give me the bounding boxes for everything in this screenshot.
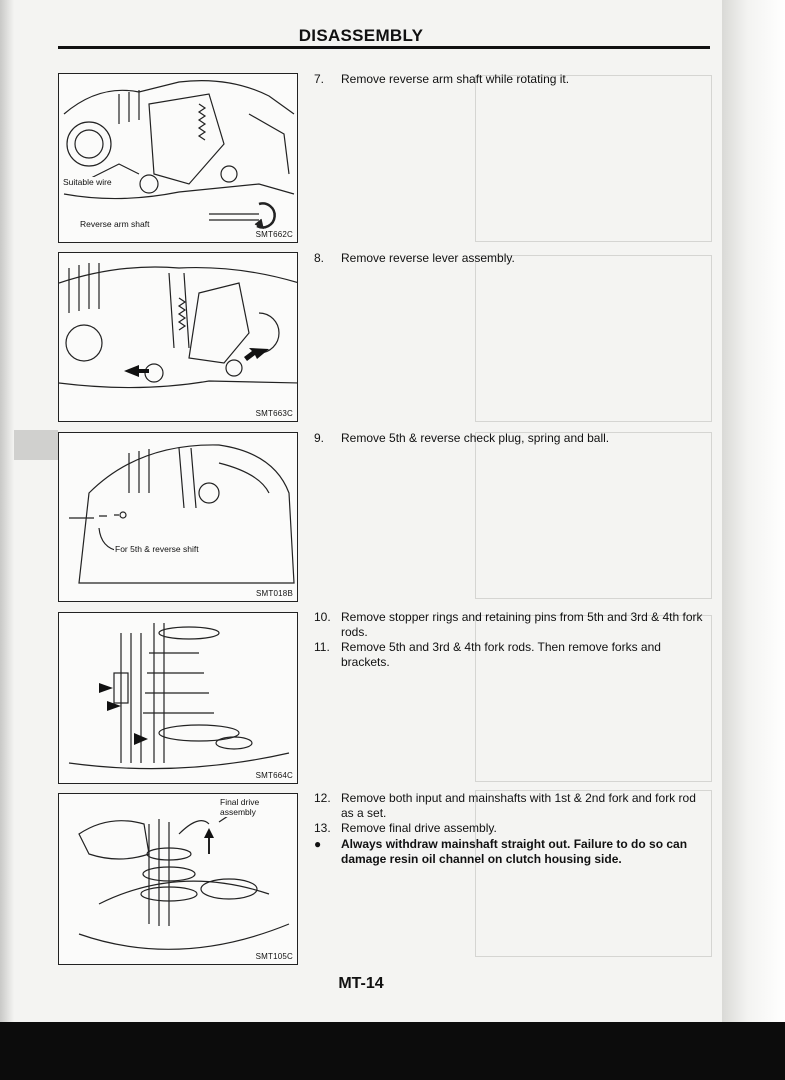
step-7: [314, 72, 710, 87]
step-8: [314, 251, 710, 266]
step-text: Remove reverse arm shaft while rotating it.: [341, 72, 570, 86]
final-drive-illustration: [59, 794, 298, 965]
page-title: DISASSEMBLY: [298, 26, 424, 45]
step-text: Remove both input and mainshafts with 1st & 2nd fork and fork rod as a set.: [341, 791, 696, 820]
page-binding-shadow: [0, 0, 14, 1022]
step-text: Remove final drive assembly.: [341, 821, 497, 835]
reverse-lever-illustration: [59, 253, 298, 422]
figure-final-drive: [58, 793, 298, 965]
check-plug-illustration: [59, 433, 298, 602]
figure-code: SMT105C: [255, 952, 293, 961]
figure-code: SMT018B: [256, 589, 293, 598]
facing-page-edge: [722, 0, 785, 1022]
step-number: 10.: [314, 610, 331, 624]
step-13: [314, 821, 710, 836]
figure-check-plug: [58, 432, 298, 602]
figure-callout: Reverse arm shaft: [80, 219, 150, 229]
figure-reverse-arm-shaft: [58, 73, 298, 243]
figure-reverse-lever: [58, 252, 298, 422]
bleed-through-figure: [475, 75, 712, 242]
scanner-background: [0, 1022, 785, 1080]
step-9: [314, 431, 710, 446]
step-number: 11.: [314, 640, 330, 654]
step-number: 7.: [314, 72, 325, 86]
step-number: 13.: [314, 821, 331, 835]
bleed-through-figure: [475, 255, 712, 422]
title-rule: [58, 46, 710, 49]
warning-text: Always withdraw mainshaft straight out. Failure to do so can damage resin oil channel on clutch housing side.: [341, 837, 688, 866]
figure-code: SMT662C: [255, 230, 293, 239]
reverse-arm-shaft-illustration: [59, 74, 298, 243]
figure-callout: Final drive assembly: [219, 797, 281, 817]
step-text: Remove reverse lever assembly.: [341, 251, 515, 265]
step-11: [314, 640, 710, 670]
section-tab-marker: [14, 430, 58, 460]
step-number: 8.: [314, 251, 325, 265]
figure-fork-rods: [58, 612, 298, 784]
fork-rods-illustration: [59, 613, 298, 784]
bullet-icon: ●: [314, 837, 322, 851]
figure-code: SMT664C: [255, 771, 293, 780]
step-10: [314, 610, 710, 640]
page-number: MT-14: [338, 975, 384, 992]
step-text: Remove 5th and 3rd & 4th fork rods. Then remove forks and brackets.: [341, 640, 661, 669]
step-12: [314, 791, 710, 821]
figure-callout: Suitable wire: [63, 177, 112, 187]
step-text: Remove 5th & reverse check plug, spring and ball.: [341, 431, 610, 445]
bleed-through-figure: [475, 432, 712, 599]
warning-note: [314, 837, 710, 867]
step-number: 9.: [314, 431, 325, 445]
figure-code: SMT663C: [255, 409, 293, 418]
step-text: Remove stopper rings and retaining pins from 5th and 3rd & 4th fork rods.: [341, 610, 703, 639]
step-number: 12.: [314, 791, 331, 805]
figure-callout: For 5th & reverse shift: [115, 544, 199, 554]
